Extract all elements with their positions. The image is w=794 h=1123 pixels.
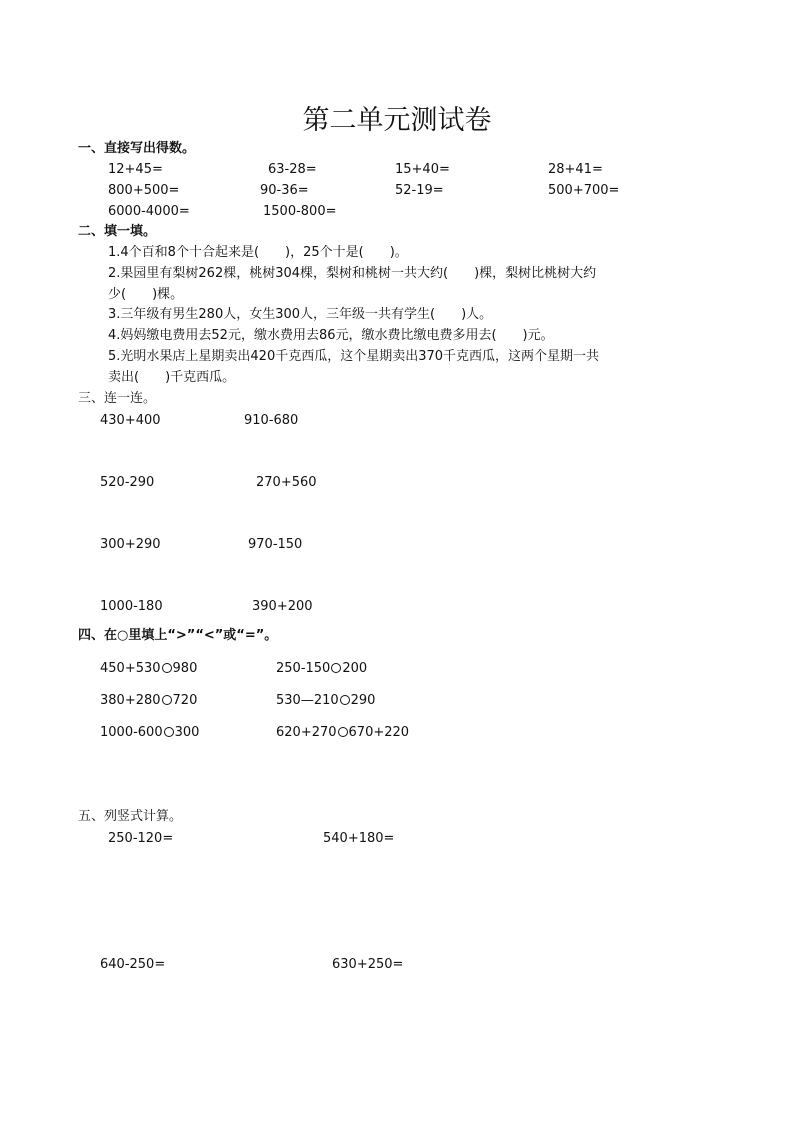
s4-expr: 670+220 [348,725,410,740]
s1-item: 500+700= [548,183,620,198]
s2-question-3: 3.三年级有男生280人，女生300人，三年级一共有学生( )人。 [108,307,493,322]
s5-item: 250-120= [108,831,174,846]
circle-blank-icon[interactable] [164,727,174,737]
s4-expr: 250-150 [276,661,331,676]
s2-question-4: 4.妈妈缴电费用去52元，缴水费用去86元，缴水费比缴电费多用去( )元。 [108,328,554,343]
circle-blank-icon[interactable] [331,663,341,673]
s4-expr: 530—210 [276,693,339,708]
section-2-heading: 二、填一填。 [78,224,157,239]
s2-question-2-cont: 少( )棵。 [108,287,184,302]
circle-blank-icon[interactable] [338,727,348,737]
s4-comparison [100,725,199,741]
s4-comparison [276,693,375,709]
s4-expr: 300 [174,725,200,740]
s2-question-5: 5.光明水果店上星期卖出420千克西瓜，这个星期卖出370千克西瓜，这两个星期一共 [108,349,600,364]
s4-expr: 200 [342,661,368,676]
circle-blank-icon[interactable] [340,695,350,705]
s2-question-2: 2.果园里有梨树262棵，桃树304棵，梨树和桃树一共大约( )棵，梨树比桃树大约 [108,266,597,281]
s4-expr: 290 [350,693,376,708]
s4-comparison [100,693,197,709]
s3-right-item: 390+200 [252,599,313,614]
s5-item: 630+250= [332,957,404,972]
circle-blank-icon[interactable] [162,663,172,673]
section-5-heading: 五、列竖式计算。 [78,809,183,824]
s2-question-1: 1.4个百和8个十合起来是( )，25个十是( )。 [108,245,408,260]
s1-item: 6000-4000= [108,204,190,219]
s3-left-item: 430+400 [100,413,161,428]
s4-expr: 380+280 [100,693,161,708]
s4-expr: 720 [172,693,198,708]
section-3-heading: 三、连一连。 [78,391,157,406]
s4-comparison [100,661,197,677]
s1-item: 15+40= [395,162,450,177]
s3-left-item: 520-290 [100,475,155,490]
s5-item: 640-250= [100,957,166,972]
s4-comparison [276,725,409,741]
s4-expr: 980 [172,661,198,676]
s1-item: 12+45= [108,162,163,177]
circle-blank-icon[interactable] [162,695,172,705]
s1-item: 52-19= [395,183,444,198]
s3-right-item: 970-150 [248,537,303,552]
s3-right-item: 270+560 [256,475,317,490]
s1-item: 1500-800= [263,204,337,219]
section-4-heading: 四、在○里填上“>”“<”或“=”。 [78,628,278,643]
s4-expr: 450+530 [100,661,161,676]
s1-item: 90-36= [260,183,309,198]
s4-comparison [276,661,367,677]
section-1-heading: 一、直接写出得数。 [78,141,196,156]
s1-item: 28+41= [548,162,603,177]
s3-left-item: 1000-180 [100,599,163,614]
s3-left-item: 300+290 [100,537,161,552]
s3-right-item: 910-680 [244,413,299,428]
s1-item: 800+500= [108,183,180,198]
s2-question-5-cont: 卖出( )千克西瓜。 [108,370,236,385]
s4-expr: 620+270 [276,725,337,740]
s4-expr: 1000-600 [100,725,163,740]
page-title: 第二单元测试卷 [302,105,492,136]
s5-item: 540+180= [323,831,395,846]
s1-item: 63-28= [268,162,317,177]
